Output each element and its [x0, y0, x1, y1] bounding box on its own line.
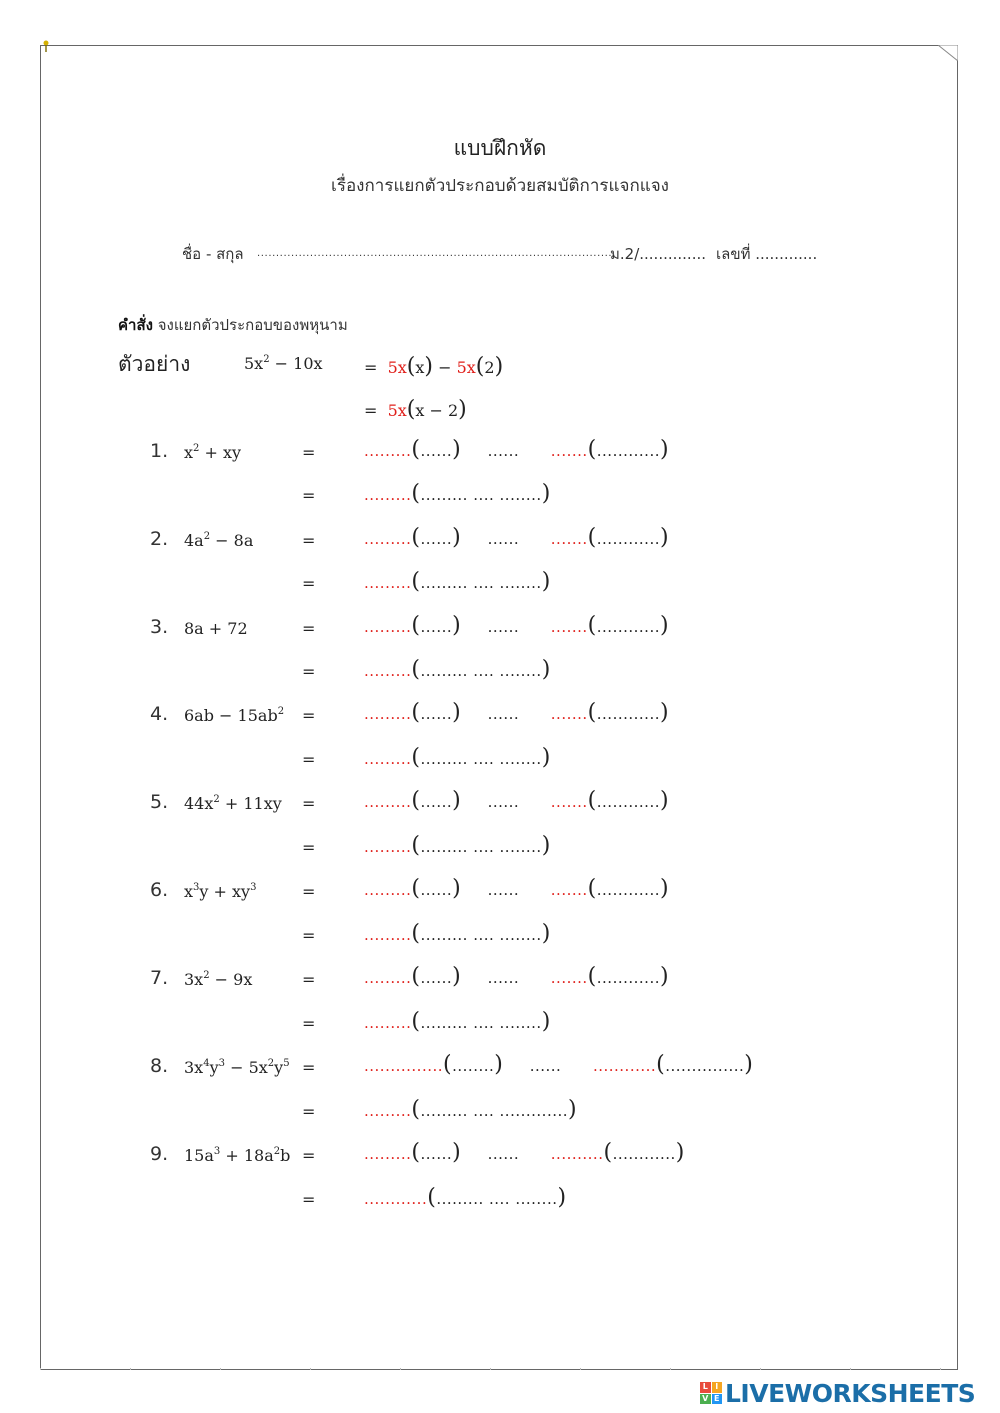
equals-sign: =: [302, 706, 316, 725]
problem-expression: $6ab - 15ab^2$: [184, 706, 285, 725]
answer-step-2[interactable]: .........(......... .... ........): [364, 745, 551, 770]
instruction-text: จงแยกตัวประกอบของพหุนาม: [157, 316, 348, 334]
blank-operator[interactable]: ......: [487, 442, 520, 460]
blank-term[interactable]: ......... .... ........: [420, 486, 542, 504]
pushpin-icon: [43, 40, 49, 52]
blank-term[interactable]: ......... .... ........: [420, 662, 542, 680]
blank-factor[interactable]: .......: [550, 442, 588, 460]
blank-factor[interactable]: .........: [364, 662, 412, 680]
blank-term[interactable]: ......... .... ........: [436, 1190, 558, 1208]
page-bottom-edge: [40, 1368, 958, 1370]
answer-step-1[interactable]: .........(......) ...... .......(............): [364, 525, 670, 550]
example-step-2: = 5x(x − 2): [364, 397, 467, 422]
blank-factor[interactable]: .......: [550, 969, 588, 987]
equals-sign: =: [302, 750, 316, 769]
blank-factor[interactable]: .........: [364, 1014, 412, 1032]
answer-step-2[interactable]: .........(......... .... ........): [364, 657, 551, 682]
problem-number: 5.: [150, 791, 169, 813]
blank-factor[interactable]: .........: [364, 1145, 412, 1163]
blank-term[interactable]: ......... .... ........: [420, 926, 542, 944]
problem-expression: $x^3y + xy^3$: [184, 882, 257, 901]
problem-expression: $3x^4y^3 - 5x^2y^5$: [184, 1058, 290, 1077]
number-field[interactable]: เลขที่ .............: [716, 245, 818, 263]
answer-step-1[interactable]: .........(......) ...... .......(............): [364, 437, 670, 462]
folded-corner-icon: [938, 45, 958, 61]
equals-sign: =: [302, 1058, 316, 1077]
blank-factor[interactable]: .........: [364, 969, 412, 987]
blank-term[interactable]: ......: [420, 1145, 453, 1163]
blank-factor[interactable]: .......: [550, 618, 588, 636]
blank-term[interactable]: ............: [596, 793, 660, 811]
blank-factor[interactable]: .........: [364, 838, 412, 856]
equals-sign: =: [302, 926, 316, 945]
blank-term[interactable]: ......: [420, 705, 453, 723]
problem-expression: $4a^2 - 8a$: [184, 531, 254, 550]
problem-number: 9.: [150, 1143, 169, 1165]
blank-term[interactable]: ............: [596, 618, 660, 636]
blank-factor[interactable]: .........: [364, 574, 412, 592]
blank-factor[interactable]: ..........: [550, 1145, 604, 1163]
blank-term[interactable]: ............: [596, 442, 660, 460]
blank-term[interactable]: ...............: [665, 1057, 745, 1075]
problem-number: 1.: [150, 440, 169, 462]
answer-step-1[interactable]: .........(......) ...... .......(............): [364, 788, 670, 813]
equals-sign: =: [302, 619, 316, 638]
blank-factor[interactable]: ............: [364, 1190, 428, 1208]
blank-term[interactable]: ......: [420, 530, 453, 548]
answer-step-2[interactable]: .........(......... .... .............): [364, 1097, 578, 1122]
blank-factor[interactable]: ............: [592, 1057, 657, 1075]
blank-term[interactable]: ........: [452, 1057, 495, 1075]
blank-operator[interactable]: ......: [487, 881, 520, 899]
page-title: แบบฝึกหัด: [453, 136, 547, 160]
blank-term[interactable]: ......... .... .............: [420, 1102, 569, 1120]
blank-term[interactable]: ......... .... ........: [420, 574, 542, 592]
blank-operator[interactable]: ......: [529, 1057, 562, 1075]
blank-term[interactable]: ............: [596, 705, 660, 723]
answer-step-2[interactable]: .........(......... .... ........): [364, 921, 551, 946]
blank-factor[interactable]: .........: [364, 618, 412, 636]
blank-factor[interactable]: .........: [364, 926, 412, 944]
answer-step-2[interactable]: .........(......... .... ........): [364, 1009, 551, 1034]
problem-expression: $x^2$ + xy: [184, 443, 242, 462]
blank-factor[interactable]: .........: [364, 750, 412, 768]
instruction-label: คำสั่ง: [118, 316, 153, 334]
equals-sign: =: [302, 1146, 316, 1165]
answer-step-1[interactable]: .........(......) ...... .......(............): [364, 964, 670, 989]
blank-operator[interactable]: ......: [487, 793, 520, 811]
answer-step-1[interactable]: .........(......) ...... .......(............): [364, 876, 670, 901]
blank-factor[interactable]: .........: [364, 705, 412, 723]
answer-step-1[interactable]: .........(......) ...... ..........(............): [364, 1140, 685, 1165]
blank-term[interactable]: ......... .... ........: [420, 1014, 542, 1032]
blank-factor[interactable]: .........: [364, 1102, 412, 1120]
blank-factor[interactable]: .........: [364, 881, 412, 899]
problem-number: 4.: [150, 703, 169, 725]
blank-factor[interactable]: .......: [550, 881, 588, 899]
equals-sign: =: [302, 1102, 316, 1121]
blank-term[interactable]: ......... .... ........: [420, 838, 542, 856]
brand-name: LIVEWORKSHEETS: [725, 1378, 976, 1408]
answer-step-2[interactable]: .........(......... .... ........): [364, 569, 551, 594]
blank-factor[interactable]: ...............: [364, 1057, 444, 1075]
blank-term[interactable]: ......: [420, 442, 453, 460]
problem-number: 7.: [150, 967, 169, 989]
equals-sign: =: [302, 1014, 316, 1033]
blank-term[interactable]: ............: [612, 1145, 676, 1163]
equals-sign: =: [302, 838, 316, 857]
equals-sign: =: [302, 531, 316, 550]
blank-term[interactable]: ......: [420, 793, 453, 811]
answer-step-1[interactable]: ...............(........) ...... ............(...............): [364, 1052, 754, 1077]
blank-factor[interactable]: .......: [550, 793, 588, 811]
blank-term[interactable]: ............: [596, 969, 660, 987]
blank-factor[interactable]: .......: [550, 530, 588, 548]
blank-term[interactable]: ......: [420, 969, 453, 987]
problem-number: 2.: [150, 528, 169, 550]
blank-operator[interactable]: ......: [487, 618, 520, 636]
equals-sign: =: [302, 443, 316, 462]
name-label: ชื่อ - สกุล: [182, 245, 244, 263]
example-label: ตัวอย่าง: [118, 352, 191, 376]
problem-expression: $44x^2 + 11xy$: [184, 794, 282, 813]
problem-number: 8.: [150, 1055, 169, 1077]
answer-step-2[interactable]: ............(......... .... ........): [364, 1185, 567, 1210]
liveworksheets-logo-icon: L I V E: [700, 1382, 722, 1404]
answer-step-1[interactable]: .........(......) ...... .......(............): [364, 700, 670, 725]
problem-number: 6.: [150, 879, 169, 901]
problem-expression: 8a + 72: [184, 619, 248, 638]
problem-expression: $3x^2 - 9x$: [184, 970, 253, 989]
blank-factor[interactable]: .........: [364, 530, 412, 548]
blank-factor[interactable]: .......: [550, 705, 588, 723]
blank-term[interactable]: ......... .... ........: [420, 750, 542, 768]
blank-factor[interactable]: .........: [364, 486, 412, 504]
liveworksheets-logo[interactable]: [700, 1380, 975, 1406]
problem-number: 3.: [150, 616, 169, 638]
equals-sign: =: [302, 794, 316, 813]
blank-operator[interactable]: ......: [487, 1145, 520, 1163]
answer-step-1[interactable]: .........(......) ...... .......(............): [364, 613, 670, 638]
equals-sign: =: [302, 662, 316, 681]
equals-sign: =: [302, 1190, 316, 1209]
blank-operator[interactable]: ......: [487, 969, 520, 987]
answer-step-2[interactable]: .........(......... .... ........): [364, 833, 551, 858]
problem-expression: $15a^3 + 18a^2b$: [184, 1146, 291, 1165]
blank-factor[interactable]: .........: [364, 442, 412, 460]
blank-term[interactable]: ............: [596, 881, 660, 899]
equals-sign: =: [302, 970, 316, 989]
class-field[interactable]: ม.2/..............: [610, 245, 707, 263]
equals-sign: =: [302, 574, 316, 593]
page-subtitle: เรื่องการแยกตัวประกอบด้วยสมบัติการแจกแจง: [331, 176, 669, 196]
blank-term[interactable]: ......: [420, 618, 453, 636]
equals-sign: =: [302, 486, 316, 505]
example-step-1: = 5x(x) − 5x(2): [364, 354, 504, 379]
blank-term[interactable]: ............: [596, 530, 660, 548]
blank-term[interactable]: ......: [420, 881, 453, 899]
name-field[interactable]: ...............................................................................................: [257, 248, 616, 259]
equals-sign: =: [364, 358, 378, 377]
blank-operator[interactable]: ......: [487, 530, 520, 548]
equals-sign: =: [364, 401, 378, 420]
blank-operator[interactable]: ......: [487, 705, 520, 723]
instruction: [118, 313, 348, 337]
answer-step-2[interactable]: .........(......... .... ........): [364, 481, 551, 506]
example-expression: $5x^2 - 10x$: [244, 354, 323, 373]
blank-factor[interactable]: .........: [364, 793, 412, 811]
equals-sign: =: [302, 882, 316, 901]
